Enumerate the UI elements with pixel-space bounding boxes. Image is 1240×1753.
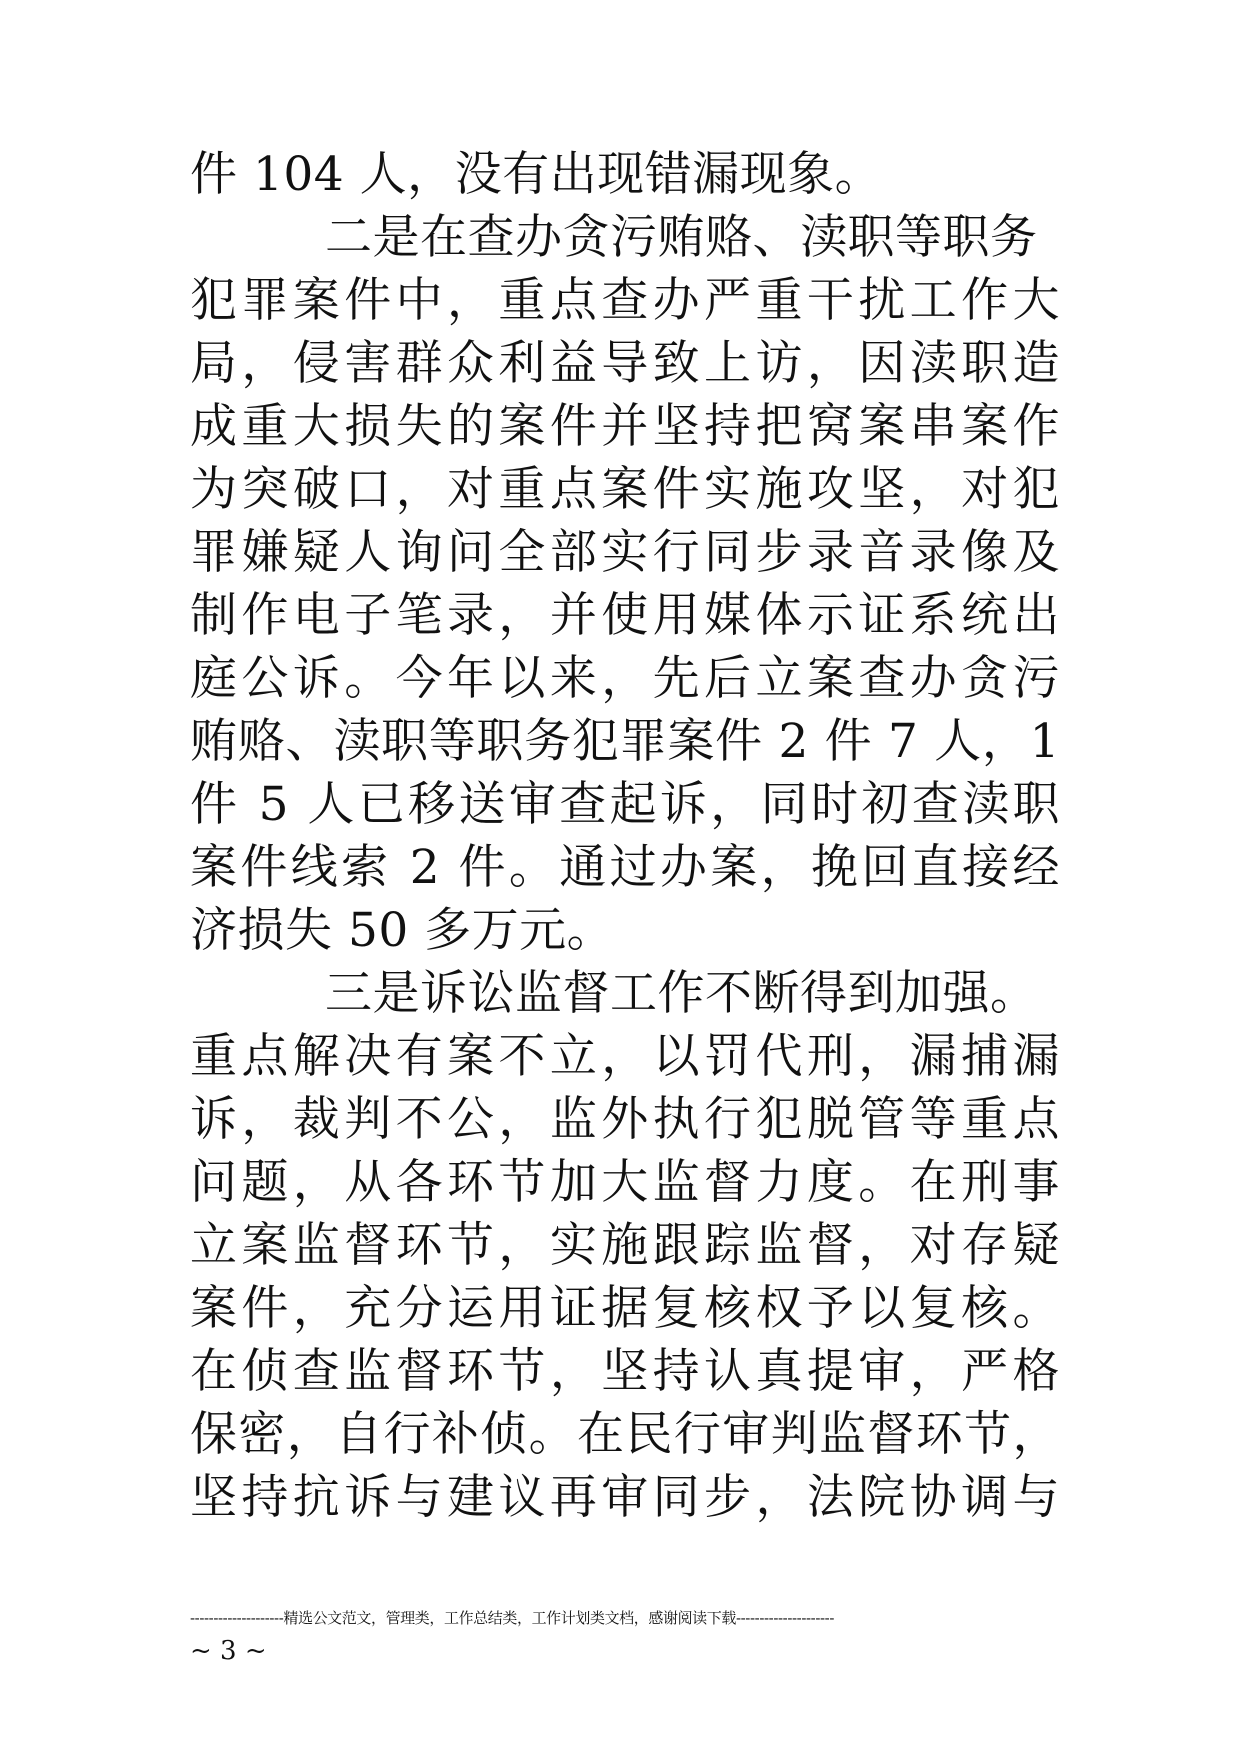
text-line-2: 二是在查办贪污贿赂、渎职等职务 (325, 210, 1038, 265)
text-line-15: 重点解决有案不立，以罚代刑，漏捕漏 (190, 1029, 1060, 1084)
text-line-20: 在侦查监督环节，坚持认真提审，严格 (190, 1344, 1060, 1399)
text-line-22: 坚持抗诉与建议再审同步，法院协调与 (190, 1470, 1060, 1525)
text-line-14: 三是诉讼监督工作不断得到加强。 (325, 966, 1038, 1021)
text-line-6: 为突破口，对重点案件实施攻坚，对犯 (190, 462, 1060, 517)
text-line-5: 成重大损失的案件并坚持把窝案串案作 (190, 399, 1060, 454)
footer-note: --------------------精选公文范文，管理类，工作总结类，工作计划类文档，感谢阅读下载--------------------- (190, 1609, 835, 1627)
text-line-19: 案件，充分运用证据复核权予以复核。 (190, 1281, 1060, 1336)
text-line-1: 件 104 人，没有出现错漏现象。 (190, 147, 883, 202)
text-line-16: 诉，裁判不公，监外执行犯脱管等重点 (190, 1092, 1060, 1147)
text-line-12: 案件线索 2 件。通过办案，挽回直接经 (190, 840, 1060, 895)
page-number: ~ 3 ~ (190, 1636, 267, 1666)
text-line-9: 庭公诉。今年以来，先后立案查办贪污 (190, 651, 1060, 706)
document-body (190, 143, 1060, 1529)
text-line-8: 制作电子笔录，并使用媒体示证系统出 (190, 588, 1060, 643)
text-line-3: 犯罪案件中，重点查办严重干扰工作大 (190, 273, 1060, 328)
text-line-21: 保密，自行补侦。在民行审判监督环节， (190, 1407, 1060, 1462)
text-line-18: 立案监督环节，实施跟踪监督，对存疑 (190, 1218, 1060, 1273)
text-line-17: 问题，从各环节加大监督力度。在刑事 (190, 1155, 1060, 1210)
text-line-4: 局，侵害群众利益导致上访，因渎职造 (190, 336, 1060, 391)
text-line-11: 件 5 人已移送审查起诉，同时初查渎职 (190, 777, 1060, 832)
text-line-7: 罪嫌疑人询问全部实行同步录音录像及 (190, 525, 1060, 580)
text-line-10: 贿赂、渎职等职务犯罪案件 2 件 7 人，1 (190, 714, 1060, 769)
text-line-13: 济损失 50 多万元。 (190, 903, 615, 958)
